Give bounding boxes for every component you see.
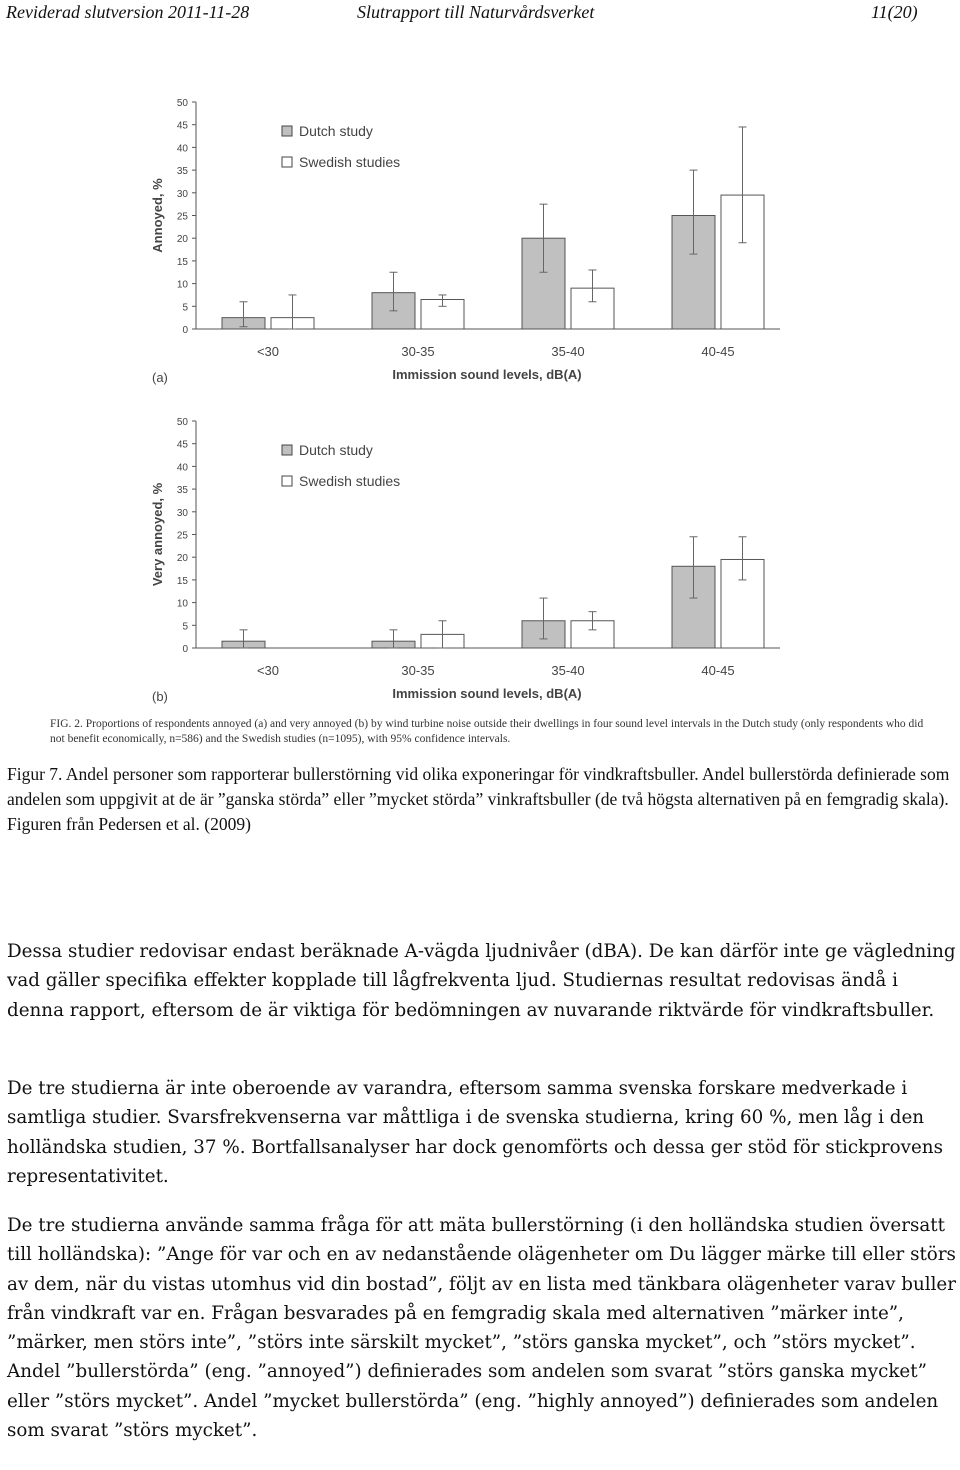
- chart-0-y-tick-label: 10: [176, 279, 188, 291]
- chart-1-y-tick-label: 35: [176, 485, 188, 497]
- chart-0-legend-swatch: [282, 157, 292, 167]
- paragraph-text: De tre studierna är inte oberoende av varandra, eftersom samma svenska forskare medverkade i samtliga studier. Svarsfrekvenserna var måttliga i de svenska studierna, kring 60 %, men låg i den holländska studien, 37 %. Bortfallsanalyser har dock genomförts och dessa ger stöd för stickprovens representativitet.: [7, 1078, 943, 1187]
- chart-1-y-tick-label: 25: [176, 530, 188, 542]
- chart-1-x-tick-label: 35-40: [551, 663, 585, 678]
- chart-1-legend-swatch: [282, 476, 292, 486]
- chart-0-legend-label: Dutch study: [299, 123, 373, 139]
- chart-0-x-tick-label: 30-35: [401, 344, 435, 359]
- chart-0-y-axis-label: Annoyed, %: [150, 178, 165, 253]
- chart-0-x-tick-label: 40-45: [701, 344, 735, 359]
- chart-1-y-tick-label: 50: [176, 417, 188, 428]
- chart-1-y-tick-label: 0: [182, 644, 188, 655]
- chart-0-y-tick-label: 30: [176, 188, 188, 200]
- chart-0-y-tick-label: 25: [176, 211, 188, 223]
- chart-0-x-axis-label: Immission sound levels, dB(A): [392, 367, 582, 382]
- header-page-number: 11(20): [871, 2, 918, 22]
- chart-0-y-tick-label: 35: [176, 166, 188, 178]
- body-paragraph-1: [7, 937, 957, 1025]
- chart-1-y-tick-label: 10: [176, 598, 188, 610]
- paragraph-text: De tre studierna använde samma fråga för att mäta bullerstörning (i den holländska studien översatt till holländska): ”Ange för var och en av nedanstående olägenheter om Du lägger märke till eller störs av dem, när du vistas utomhus vid din bostad”, följt av en lista med tänkbara olägenheter varav buller från vindkraft var en. Frågan besvarades på en femgradig skala med alternativen ”märker inte”, ”märker, men störs inte”, ”störs inte särskilt mycket”, ”störs ganska mycket”, och ”störs mycket”. Andel ”bullerstörda” (eng. ”annoyed”) definierades som andelen som svarat ”störs ganska mycket” eller ”störs mycket”. Andel ”mycket bullerstörda” (eng. ”highly annoyed”) definierades som andelen som svarat ”störs mycket”.: [7, 1215, 956, 1442]
- chart-1-x-tick-label: <30: [256, 663, 280, 678]
- chart-1-y-tick-label: 45: [176, 439, 188, 451]
- chart-0-panel-label: (a): [152, 370, 168, 385]
- chart-0-y-tick-label: 5: [182, 302, 188, 314]
- figure-bar-charts: [0, 80, 960, 720]
- chart-1-y-tick-label: 15: [176, 575, 188, 587]
- chart-1-panel-label: (b): [152, 689, 168, 704]
- chart-0-y-tick-label: 15: [176, 256, 188, 268]
- chart-1-y-tick-label: 20: [176, 553, 188, 565]
- chart-0-y-tick-label: 45: [176, 120, 188, 132]
- chart-0-y-tick-label: 0: [182, 325, 188, 336]
- chart-1-x-axis-label: Immission sound levels, dB(A): [392, 686, 582, 701]
- header-report-title: Slutrapport till Naturvårdsverket: [357, 2, 595, 22]
- figure-caption: FIG. 2. Proportions of respondents annoyed (a) and very annoyed (b) by wind turbine noise outside their dwellings in four sound level intervals in the Dutch study (only respondents who did not benefit economically, n=586) and the Swedish studies (n=1095), with 95% confidence intervals.: [50, 718, 924, 745]
- chart-0-y-tick-label: 20: [176, 234, 188, 246]
- body-paragraph-2: [7, 1074, 957, 1191]
- chart-1-x-tick-label: 30-35: [401, 663, 435, 678]
- chart-0-y-tick-label: 40: [176, 143, 188, 155]
- chart-1-y-tick-label: 30: [176, 507, 188, 519]
- chart-0-x-tick-label: <30: [256, 344, 280, 359]
- chart-0-x-tick-label: 35-40: [551, 344, 585, 359]
- chart-1-legend-label: Dutch study: [299, 442, 373, 458]
- paragraph-text: Dessa studier redovisar endast beräknade A-vägda ljudnivåer (dBA). De kan därför inte ge vägledning vad gäller specifika effekter kopplade till lågfrekventa ljud. Studiernas resultat redovisas ändå i denna rapport, eftersom de är viktiga för bedömningen av nuvarande riktvärde för vindkraftsbuller.: [7, 941, 956, 1021]
- chart-1-y-axis-label: Very annoyed, %: [150, 482, 165, 587]
- body-paragraph-3: [7, 1211, 957, 1445]
- chart-1-y-tick-label: 40: [176, 462, 188, 474]
- page-header: [0, 0, 960, 24]
- chart-1-legend-swatch: [282, 445, 292, 455]
- chart-1-y-tick-label: 5: [182, 621, 188, 633]
- header-version: Reviderad slutversion 2011-11-28: [6, 2, 250, 22]
- chart-1-x-tick-label: 40-45: [701, 663, 735, 678]
- chart-0-y-tick-label: 50: [176, 98, 188, 109]
- chart-0-legend-label: Swedish studies: [299, 154, 401, 170]
- chart-1-legend-label: Swedish studies: [299, 473, 401, 489]
- figure-description: Figur 7. Andel personer som rapporterar bullerstörning vid olika exponeringar för vindkraftsbuller. Andel bullerstörda definierade som andelen som uppgivit at de är ”ganska störda” eller ”mycket störda” vinkraftsbuller (de två högsta alternativen på en femgradig skala). Figuren från Pedersen et al. (2009): [7, 764, 950, 834]
- chart-0-legend-swatch: [282, 126, 292, 136]
